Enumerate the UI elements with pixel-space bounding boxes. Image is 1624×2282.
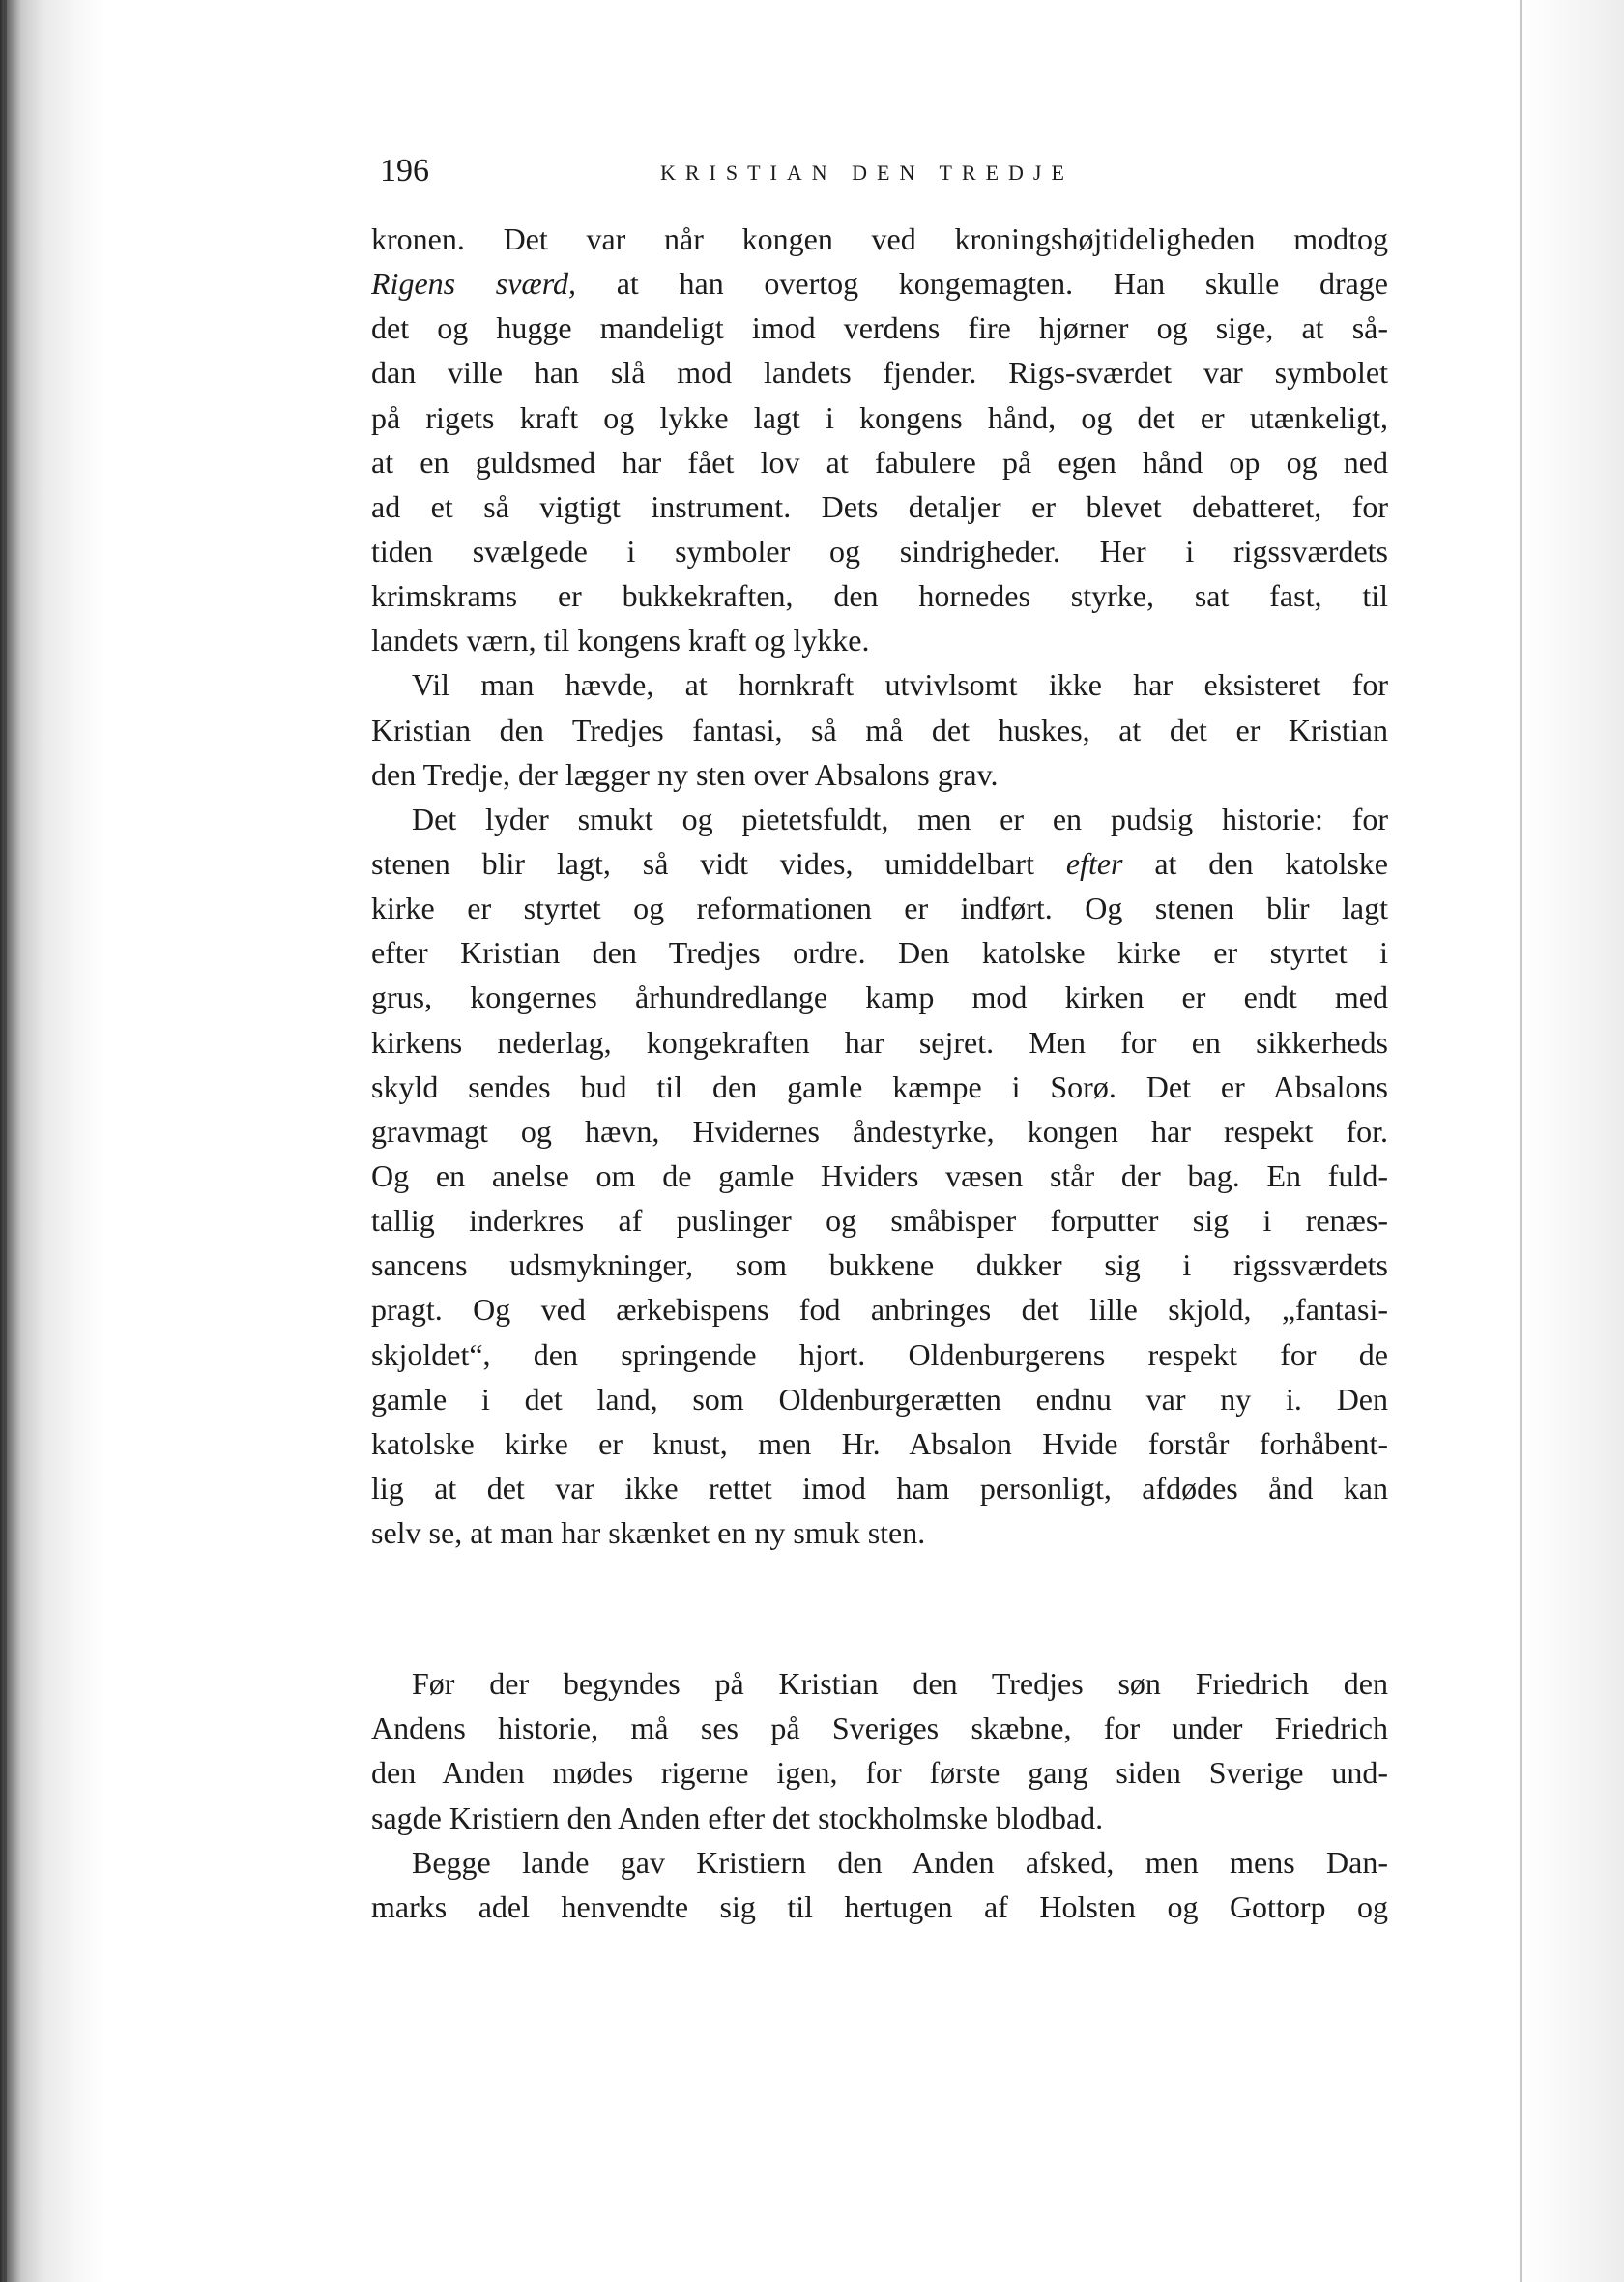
line-text: tallig inderkres af puslinger og småbisper forputter sig i renæs- [371, 1203, 1388, 1239]
text-line [371, 1287, 1388, 1331]
line-text: Før der begyndes på Kristian den Tredjes søn Friedrich den [412, 1666, 1388, 1701]
line-text: kronen. Det var når kongen ved kroningshøjtideligheden modtog [371, 221, 1388, 256]
line-text: Begge lande gav Kristiern den Anden afsked, men mens Dan- [412, 1844, 1388, 1880]
text-line [371, 484, 1388, 529]
text-line [371, 1109, 1388, 1154]
text-line [371, 1466, 1388, 1510]
text-line [371, 975, 1388, 1019]
line-text: den Tredje, der lægger ny sten over Absalons grav. [371, 756, 999, 792]
line-text: kirke er styrtet og reformationen er indført. Og stenen blir lagt [371, 891, 1388, 926]
line-text: sancens udsmykninger, som bukkene dukker sig i rigssværdets [371, 1247, 1388, 1283]
line-text: grus, kongernes århundredlange kamp mod kirken er endt med [371, 980, 1388, 1015]
text-line [371, 440, 1388, 484]
text-line [371, 1020, 1388, 1065]
line-text: kirkens nederlag, kongekraften har sejret. Men for en sikkerheds [371, 1024, 1388, 1060]
text-line [371, 1243, 1388, 1287]
text-line [371, 1706, 1388, 1750]
line-text: at den katolske [1122, 845, 1388, 881]
text-line [371, 1510, 1388, 1555]
text-line [371, 752, 1388, 797]
page-header [380, 153, 1395, 201]
line-text: dan ville han slå mod landets fjender. Rigs-sværdet var symbolet [371, 355, 1388, 391]
text-line [371, 217, 1388, 261]
line-text: lig at det var ikke rettet imod ham personligt, afdødes ånd kan [371, 1470, 1388, 1506]
text-line [371, 1065, 1388, 1109]
line-text: krimskrams er bukkekraften, den hornedes styrke, sat fast, til [371, 578, 1388, 614]
text-line [371, 1377, 1388, 1421]
text-line [371, 886, 1388, 930]
text-line [371, 708, 1388, 752]
line-text: skyld sendes bud til den gamle kæmpe i Sorø. Det er Absalons [371, 1068, 1388, 1104]
running-head: KRISTIAN DEN TREDJE [660, 161, 1074, 185]
body-text-section-2 [371, 1661, 1388, 1929]
book-gutter-shadow [0, 0, 106, 2282]
text-line [371, 261, 1388, 306]
text-line [371, 1332, 1388, 1377]
text-line [371, 573, 1388, 618]
text-line [371, 930, 1388, 975]
line-text: selv se, at man har skænket en ny smuk sten. [371, 1515, 926, 1551]
text-line [371, 662, 1388, 707]
body-text-section-1 [371, 217, 1388, 1555]
line-text: landets værn, til kongens kraft og lykke. [371, 623, 870, 658]
text-line [371, 1885, 1388, 1929]
line-text: katolske kirke er knust, men Hr. Absalon Hvide forstår forhåbent- [371, 1425, 1388, 1461]
text-line [371, 1421, 1388, 1466]
line-text: Andens historie, må ses på Sveriges skæbne, for under Friedrich [371, 1711, 1388, 1746]
text-line [371, 529, 1388, 573]
line-text: det og hugge mandeligt imod verdens fire hjørner og sige, at så- [371, 310, 1388, 346]
line-text: at han overtog kongemagten. Han skulle drage [576, 266, 1388, 302]
text-line [371, 1750, 1388, 1795]
text-line [371, 1840, 1388, 1885]
text-line [371, 1796, 1388, 1840]
line-text: tiden svælgede i symboler og sindrigheder. Her i rigssværdets [371, 533, 1388, 569]
line-text: ad et så vigtigt instrument. Dets detaljer er blevet debatteret, for [371, 488, 1388, 524]
line-text: efter Kristian den Tredjes ordre. Den katolske kirke er styrtet i [371, 935, 1388, 971]
text-line [371, 797, 1388, 841]
line-text: på rigets kraft og lykke lagt i kongens hånd, og det er utænkeligt, [371, 399, 1388, 435]
line-text: stenen blir lagt, så vidt vides, umiddelbart [371, 845, 1066, 881]
line-text: Det lyder smukt og pietetsfuldt, men er en pudsig historie: for [412, 801, 1388, 836]
text-line [371, 841, 1388, 886]
italic-text: efter [1065, 845, 1123, 881]
line-text: den Anden mødes rigerne igen, for første gang siden Sverige und- [371, 1755, 1388, 1791]
line-text: Kristian den Tredjes fantasi, så må det huskes, at det er Kristian [371, 712, 1388, 747]
text-line [371, 306, 1388, 350]
text-line [371, 618, 1388, 662]
line-text: gravmagt og hævn, Hvidernes åndestyrke, kongen har respekt for. [371, 1113, 1388, 1149]
text-line [371, 350, 1388, 395]
text-line [371, 1661, 1388, 1706]
line-text: skjoldet“, den springende hjort. Oldenburgerens respekt for de [371, 1336, 1388, 1372]
page-edge-shadow [1512, 0, 1624, 2282]
line-text: gamle i det land, som Oldenburgerætten endnu var ny i. Den [371, 1381, 1388, 1417]
line-text: Vil man hævde, at hornkraft utvivlsomt ikke har eksisteret for [412, 667, 1388, 703]
line-text: Og en anelse om de gamle Hviders væsen står der bag. En fuld- [371, 1157, 1388, 1193]
line-text: sagde Kristiern den Anden efter det stockholmske blodbad. [371, 1799, 1104, 1835]
italic-text: Rigens sværd, [371, 266, 577, 302]
line-text: at en guldsmed har fået lov at fabulere på egen hånd op og ned [371, 444, 1388, 480]
text-line [371, 1154, 1388, 1198]
text-line [371, 395, 1388, 440]
page-number: 196 [380, 153, 429, 189]
line-text: pragt. Og ved ærkebispens fod anbringes det lille skjold, „fantasi- [371, 1292, 1388, 1328]
text-line [371, 1198, 1388, 1243]
line-text: marks adel henvendte sig til hertugen af Holsten og Gottorp og [371, 1888, 1388, 1924]
